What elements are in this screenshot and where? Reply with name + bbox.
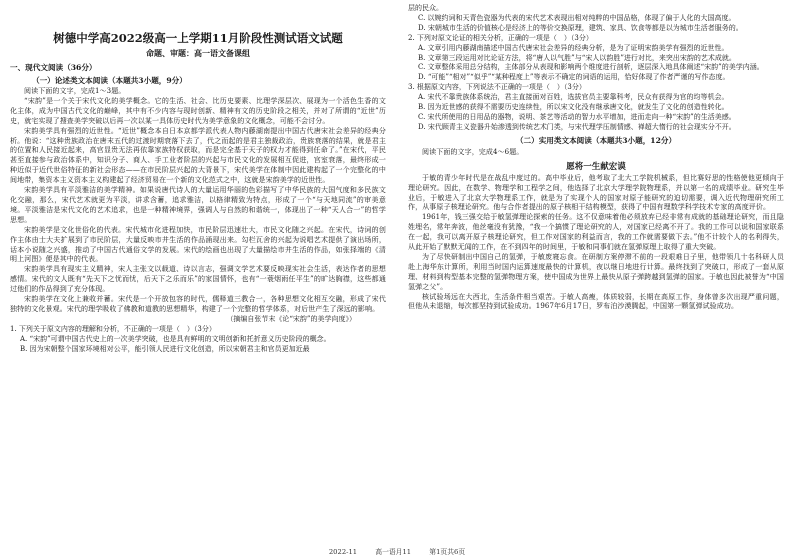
question-1-option-c: C. 以婉约词和天青色瓷器为代表的宋代艺术表现出相对纯粹的中国品格，体现了偏于人化的大国高度。 <box>418 13 736 22</box>
question-2: 2. 下列对原文论证的相关分析，正确的一项是（ ）（3分） <box>408 33 593 42</box>
question-3-option-a: A. 宋代不靠贵族体系统治，君主直接面对百姓，选拔官员主要靠科考，民众有获得为官的均等机会。 <box>418 93 729 102</box>
right-column <box>408 4 784 540</box>
question-1-option-b: B. 因为宋朝整个国家环境相对公平，能引领人民进行文化创造，所以宋朝君主和官员更加近最 <box>20 344 310 353</box>
article-paragraph-2: 核试验场远在大西北，生活条件相当艰苦。于敏人高瘦，体质较弱，长期在高原工作，身体曾多次出现严重问题，但他从未退缩，每次都坚持到试验成功。1967年6月17日，罗布泊沙漠腾起，中国第一颗氢弹试验成功。 <box>408 292 784 311</box>
article-paragraph-2: 1961年，钱三强交给于敏氢弹理论探索的任务。这不仅意味着他必须放弃已经非常有成就的基础理论研究，而且隐姓埋名，常年奔波，他丝毫没有犹豫，“我一个搞惯了理论研究的人，对国家已经离不开了。我的工作可以说和国家联系在一起，我可以离开原子核理论研究，但工作对国家的利益而言，我的工作就需要做下去。”他不计较个人的名利得失，从此开始了默默无闻的工作，在不到四年的时间里，于敏和同事们就在氢弹原理上取得了重大突破。 <box>408 213 784 252</box>
question-3-option-c: C. 宋代所使用的日用品的器物，说明、茶艺等活动的智力水平增加，进而走向一种“宋韵”的生活美感。 <box>418 112 736 121</box>
subsection-heading-2: （二）实用类文本阅读（本题共3小题，12分） <box>515 135 677 145</box>
question-2-option-d: D. “可能”“相对”“似乎”“某种程度上”等表示不确定的词语的运用，恰好体现了作者严谨的写作态度。 <box>418 73 730 82</box>
page-footer <box>0 546 794 556</box>
article-paragraph: 宋韵美学是文化世俗化的代表。宋代城市化进程加快，市民阶层迅速壮大，市民文化随之兴起。在宋代，诗词的创作主体由士大夫扩展到了市民阶层，大量反映市井生活的作品涌现出来。勾栏瓦舍的兴起为说唱艺术提供了演出场所，话本小说随之兴盛，推动了中国古代通俗文学的发展。宋代的绘画也出现了大量描绘市井生活的作品，如张择端的《清明上河图》便是其中的代表。 <box>10 225 386 264</box>
question-3-option-b: B. 因为近世感的获得不需要历史连续性，所以宋文化没有继承唐文化，就发生了文化的创造性转化。 <box>418 103 729 112</box>
instruction-text: 阅读下面的文字，完成1～3题。 <box>24 87 126 95</box>
article-paragraph-2: 为了尽快研制出中国自己的氢弹，于敏废寝忘食。在研制方案停滞不前的一段艰难日子里，他带领几十名科研人员赴上海华东计算所，利用当时国内运算速度最快的计算机，夜以继日地进行计算。最终找到了突破口，形成了一套从原理、材料到构型基本完整的氢弹物理方案，使中国成为世界上最快从原子弹跨越到氢弹的国家。于敏也因此被誉为“中国氢弹之父”。 <box>408 252 784 291</box>
instruction-text-2: 阅读下面的文字，完成4～6题。 <box>422 147 524 156</box>
section-heading: 一、现代文阅读（36分） <box>10 63 97 72</box>
question-1-option-a: A. “宋韵”可谓中国古代史上的一次美学突破，也是具有鲜明的文明创新和托折意义历史阶段的概念。 <box>20 334 331 343</box>
exam-title: 树德中学高2022级高一上学期11月阶段性测试语文试题 <box>53 31 343 45</box>
article-paragraph: 宋韵美学在文化上兼收并蓄。宋代是一个开放包容的时代，儒释道三教合一，各种思想文化相互交融，形成了宋代独特的文化景观。宋代的理学吸收了佛教和道教的思想精华，构建了一个完整的哲学体系，对后世产生了深远的影响。 <box>10 295 386 313</box>
question-2-option-b: B. 文章第三段运用对比论证方法，将“唐人以气胜”与“宋人以韵胜”进行对比，来突出宋韵的艺术成就。 <box>418 53 736 62</box>
article-paragraph: “宋韵”是一个关于宋代文化的美学概念。它的生活、社会、比历史要素、比理学深层次、展现为一个活色生香的文化主体，成为中国古代文化的巅峰，其中有不少内容与现时创新、精神有文的历史阶段之相关，并对了所谓的“近世”历史，就宅实现了搜查美学突破以后再一次以某一具体历史时代为美学意象的文化概念，可能不会讨分。 <box>10 96 386 125</box>
continued-text: 层的民众。 <box>408 4 443 12</box>
question-2-option-a: A. 文章引用内藤湖南描述中国古代唐宋社会差异的经典分析，是为了证明宋韵美学有强烈的近世性。 <box>418 43 729 52</box>
article-paragraph-2: 于敏的青少年时代是在战乱中度过的。高中毕业后，他考取了北大工学院机械系，但比赛好思的性格使他更倾向于理论研究。因此，在数学、物理学和工程学之间，他选择了北京大学理学院物理系，并以第一名的成绩毕业。研究生毕业后，于敏进入了北京大学物理系工作，就是为了实现个人的国家对原子能研究的迫切需要，调入近代物理研究所工作，从事原子核理论研究。他与合作者提出的原子核相干结构模型，获得了中国有理数学科学技术专家的高度评价。 <box>408 173 784 212</box>
article-paragraph: 宋韵美学具有强烈的近世性。“近世”概念本自日本京都学派代表人物内藤湖南提出中国古代唐宋社会差异的经典分析。他说：“这种贵族政治在唐末五代的过渡时期衰落下去了，代之而起的是君主独裁政治，贵族衰落的结果，就是君主的位置和人民接近起来，高官显贵无法再依靠家族特权获取，而是完全基于天子的权力才能得到任命了。”在宋代，平民甚至直接参与政治体系中，知识分子、商人、手工业者阶层的兴起与市民文化的发展相互促进，宫室衰落，最终形成一种近似于近代世俗特征的新社会形态——在市民阶层兴起的大背景下，宋代美学在体制中因此建构起了一个完整化的中间地带，集资本主义资本主义构建起了经济贸易在一个新的文化范式之中，这就是宋韵美学的近世性。 <box>10 126 386 185</box>
footer-grade: 高一语月11 <box>375 548 412 556</box>
question-2-option-c: C. 文章整体采用总分结构，主体部分从表现和影响两个维度进行剖析，逐层深入地具体阐述“宋韵”的美学内涵。 <box>418 63 764 72</box>
article-source: （摘编自张节末《论“宋韵”的美学向度》） <box>226 314 356 323</box>
question-3: 3. 根据原文内容，下列说法不正确的一项是（ ）（3分） <box>408 83 586 92</box>
exam-subtitle: 命题、审题：高一语文备课组 <box>146 48 250 58</box>
left-column <box>10 22 386 542</box>
article-title: 愿将一生献宏谟 <box>566 161 626 172</box>
subsection-heading: （一）论述类文本阅读（本题共3小题，9分） <box>32 76 187 85</box>
footer-date: 2022-11 <box>328 548 358 556</box>
question-1-option-d: D. 宋朝城市生活的价值核心是经济上的等价交换原理，建筑、家具、饮食等都是以为城市生活者服务的。 <box>418 23 743 32</box>
footer-page-number: 第1页共6页 <box>429 548 466 556</box>
question-3-option-d: D. 宋代顾青主义瓷器升始渗透到传统艺术门类，与宋代理学压制情感、禅超大惰行的社会现实分不开。 <box>418 122 736 131</box>
question-1: 1. 下列关于原文内容的理解和分析，不正确的一项是（ ）（3分） <box>10 324 216 333</box>
article-paragraph: 宋韵美学具有平淡雅洁的美学精神。如果说唐代诗人的大量运用华丽的色彩描写了中华民族的大国气度和多民族文化交融，那么，宋代艺术就更为平淡，讲求含蓄，追求雅洁，以格律精致为特点，形成了一个“与天地同流”的审美意境。平淡雅洁是宋代文化的艺术追求，也是一种精神境界，强调人与自然的和谐统一，体现出了一种“天人合一”的哲学思想。 <box>10 186 386 224</box>
article-paragraph: 宋韵美学具有现实主义精神，宋人主张文以载道、诗以言志，强调文学艺术要反映现实社会生活，表达作者的思想感情。宋代的文人既有“先天下之忧而忧，后天下之乐而乐”的家国情怀，也有“一蓑烟雨任平生”的旷达胸襟，这些都通过他们的作品得到了充分体现。 <box>10 265 386 294</box>
